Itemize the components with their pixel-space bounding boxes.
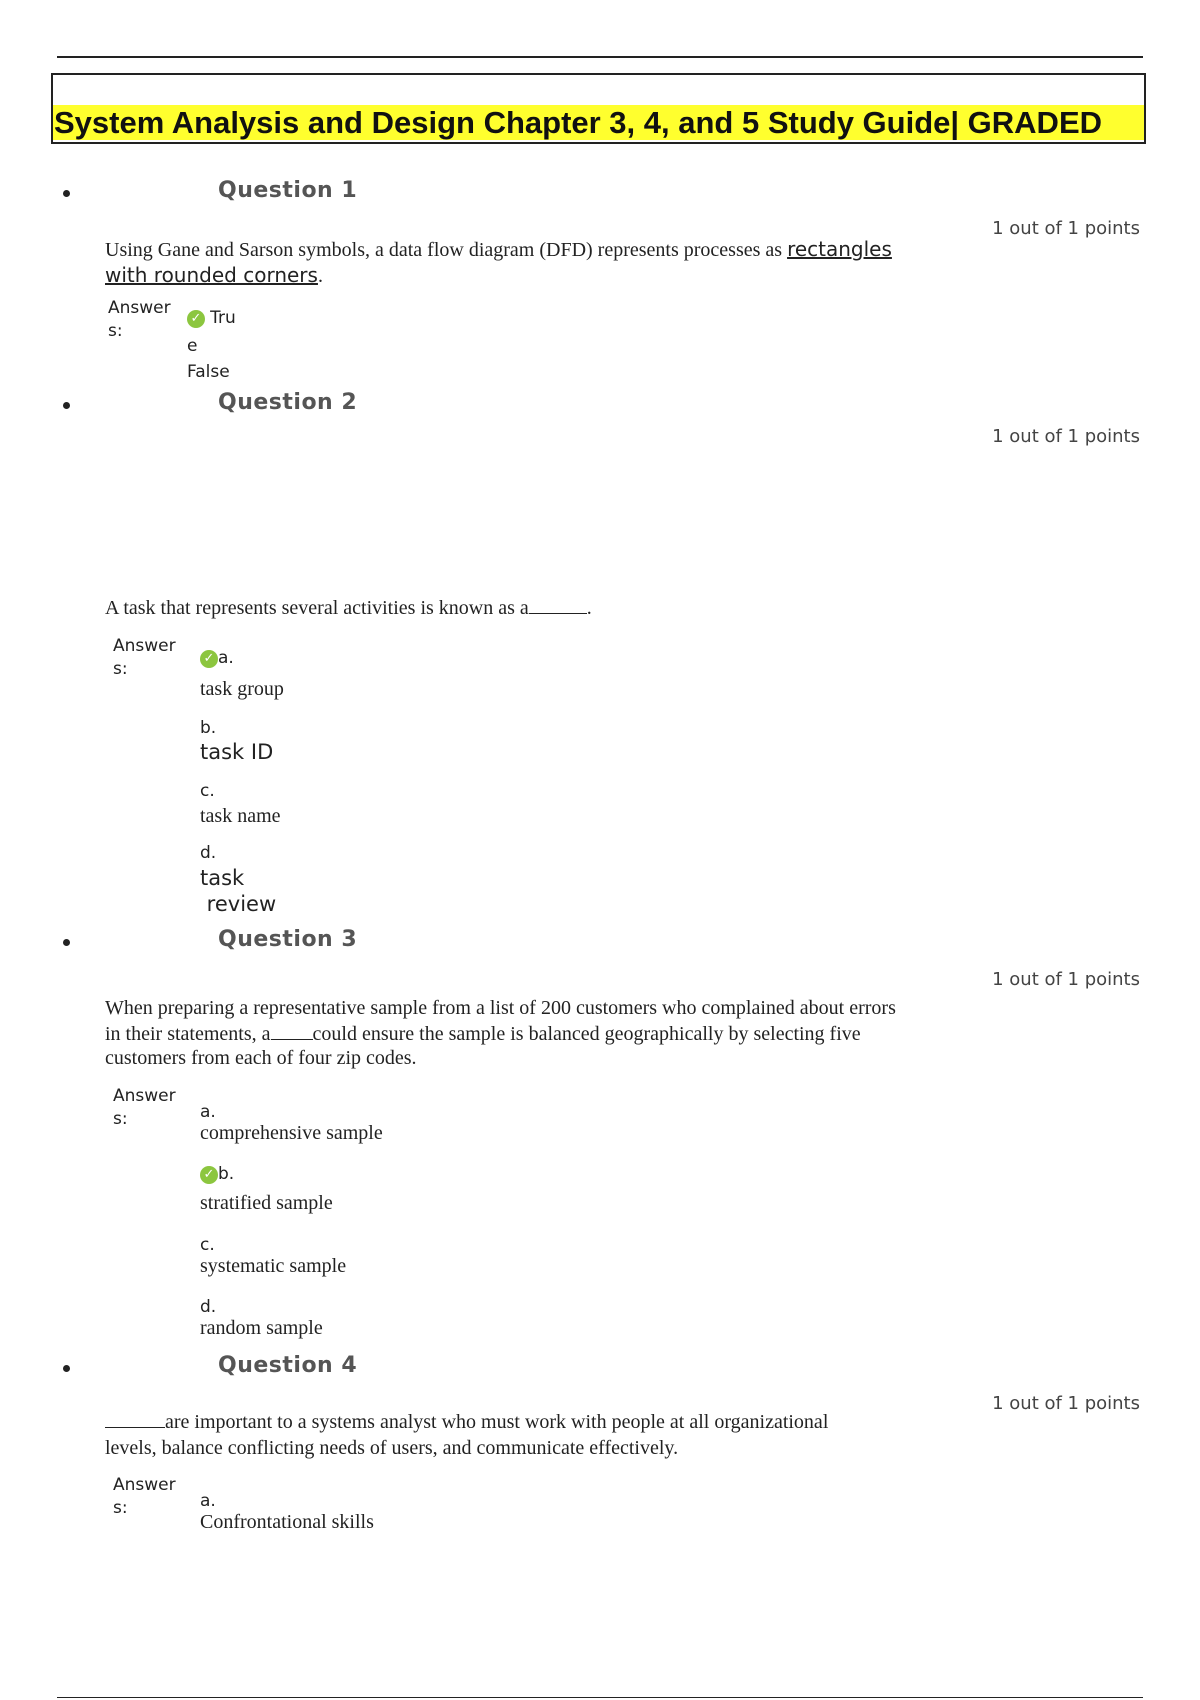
question-1-points: 1 out of 1 points [992,218,1140,239]
question-3-option-a[interactable]: a. [200,1102,216,1122]
check-circle-icon: ✓ [200,1166,218,1184]
question-1-heading: Question 1 [218,178,358,203]
question-2-answers-label-2: s: [113,659,128,679]
question-4-answers-label-1: Answer [113,1475,176,1495]
question-4-option-a[interactable]: a. [200,1491,216,1511]
question-3-option-c[interactable]: c. [200,1235,215,1255]
question-2-option-d[interactable]: d. [200,843,217,863]
question-4-line-1 [105,1411,828,1434]
question-3-option-d-text: random sample [200,1317,323,1339]
question-2-option-b[interactable]: b. [200,718,217,738]
bullet-icon [63,1365,70,1372]
option-letter: b. [218,1164,235,1184]
question-1-answers-label-1: Answer [108,298,171,318]
question-2-text-after: . [586,597,592,619]
question-3-points: 1 out of 1 points [992,969,1140,990]
bullet-icon [63,402,70,409]
question-1-option-false[interactable]: False [187,362,230,382]
question-3-answers-label-1: Answer [113,1086,176,1106]
question-1-text-line2 [105,263,323,288]
question-3-option-a-text: comprehensive sample [200,1122,383,1144]
question-4-points: 1 out of 1 points [992,1393,1140,1414]
question-1-answers-label-2: s: [108,321,123,341]
question-2-option-a-text: task group [200,678,284,700]
top-rule [57,56,1143,58]
question-3-heading: Question 3 [218,927,358,952]
question-2-text-before: A task that represents several activities is known as a [105,597,529,619]
question-1-option-true-wrap: e [187,336,198,356]
bottom-rule [57,1697,1143,1698]
question-2-option-d-text-1: task [200,866,245,890]
question-1-underlined-2: with rounded corners [105,263,318,287]
question-3-line-1: When preparing a representative sample from a list of 200 customers who complained about errors [105,997,896,1019]
question-3-option-b[interactable] [200,1164,234,1184]
question-2-option-c[interactable]: c. [200,781,215,801]
question-4-answers-label-2: s: [113,1498,128,1518]
question-3-answers-label-2: s: [113,1109,128,1129]
title-box [51,73,1146,144]
question-2-option-c-text: task name [200,805,281,827]
question-3-option-c-text: systematic sample [200,1255,347,1277]
question-2-option-a[interactable] [200,648,234,668]
question-3-line-2-after: could ensure the sample is balanced geographically by selecting five [312,1023,861,1045]
question-4-line-1-after: are important to a systems analyst who must work with people at all organizational [165,1411,829,1433]
answer-blank [529,612,587,614]
question-2-heading: Question 2 [218,390,358,415]
bullet-icon [63,939,70,946]
question-1-underlined-1: rectangles [787,237,892,261]
question-2-option-b-text: task ID [200,740,274,764]
question-4-option-a-text: Confrontational skills [200,1511,374,1533]
question-2-text [105,597,592,620]
check-circle-icon: ✓ [200,650,218,668]
question-3-line-3: customers from each of four zip codes. [105,1047,417,1069]
answer-blank [105,1426,165,1428]
question-1-text-end: . [317,265,323,287]
question-1-option-true[interactable] [187,308,236,328]
check-circle-icon: ✓ [187,310,205,328]
bullet-icon [63,190,70,197]
question-1-text-part1: Using Gane and Sarson symbols, a data flow diagram (DFD) represents processes as [105,239,783,261]
question-3-option-b-text: stratified sample [200,1192,333,1214]
question-1-text [105,237,892,262]
document-title: System Analysis and Design Chapter 3, 4, and 5 Study Guide| GRADED [53,105,1144,140]
question-3-line-2-before: in their statements, a [105,1023,271,1045]
question-3-option-d[interactable]: d. [200,1297,217,1317]
question-4-heading: Question 4 [218,1353,358,1378]
question-4-line-2: levels, balance conflicting needs of users, and communicate effectively. [105,1437,679,1459]
question-2-points: 1 out of 1 points [992,426,1140,447]
option-letter: a. [218,648,234,668]
question-2-answers-label-1: Answer [113,636,176,656]
question-3-line-2 [105,1023,861,1046]
option-label: Tru [210,308,236,328]
answer-blank [271,1038,313,1040]
question-2-option-d-text-2: review [200,892,277,916]
